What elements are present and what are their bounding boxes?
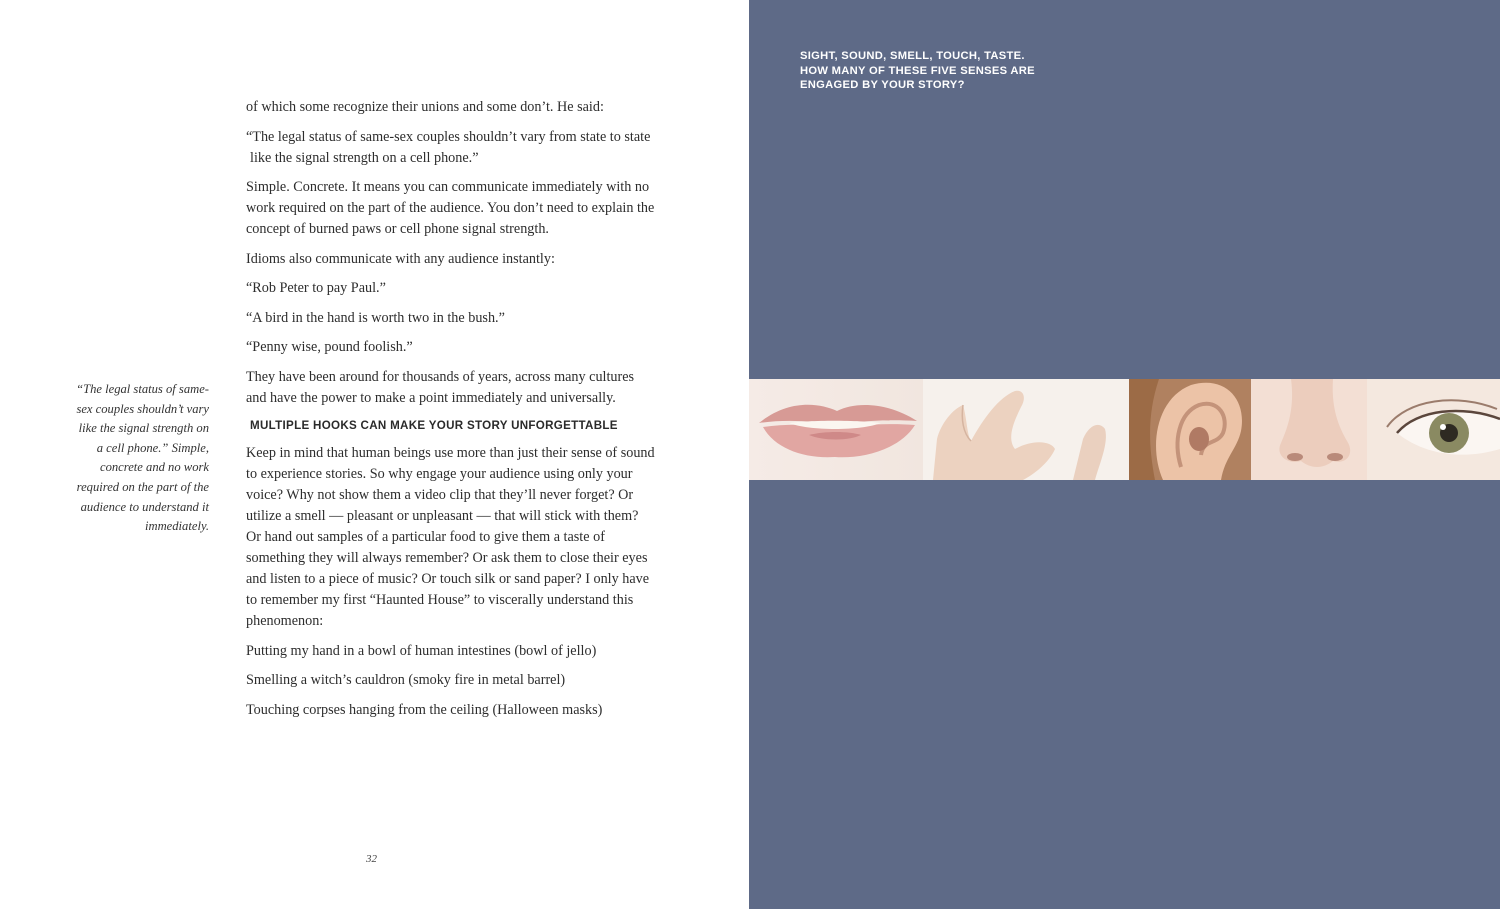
body-text bbox=[246, 97, 656, 729]
paragraph: They have been around for thousands of years, across many cultures and have the power to make a point immediately and universally. bbox=[246, 368, 635, 406]
list-item: Smelling a witch’s cauldron (smoky fire in metal barrel) bbox=[246, 672, 566, 688]
idiom-quote: “Rob Peter to pay Paul.” bbox=[246, 280, 386, 296]
senses-heading-line: SIGHT, SOUND, SMELL, TOUCH, TASTE. bbox=[800, 50, 1025, 62]
senses-heading-line: HOW MANY OF THESE FIVE SENSES ARE bbox=[800, 64, 1035, 77]
nose-icon bbox=[1251, 379, 1367, 480]
mouth-icon bbox=[749, 379, 923, 480]
senses-heading bbox=[800, 49, 1060, 93]
page-number: 32 bbox=[366, 853, 377, 865]
paragraph: Keep in mind that human beings use more than just their sense of sound to experience stories. So why engage your audience using only your voice? Why not show them a video clip that they’ll never forget? Or utilize a smell — pleasant or unpleasant — that will stick with them? Or hand out samples of a particular food to give them a taste of something they will always remember? Or ask them to close their eyes and listen to a piece of music? Or touch silk or sand paper? I only have to remember my first “Haunted House” to viscerally understand this phenomenon: bbox=[246, 445, 655, 629]
section-heading: MULTIPLE HOOKS CAN MAKE YOUR STORY UNFORGETTABLE bbox=[250, 419, 618, 432]
quote-paragraph: “The legal status of same-sex couples shouldn’t vary from state to state like the signal strength on a cell phone.” bbox=[246, 128, 651, 166]
paragraph: Idioms also communicate with any audience instantly: bbox=[246, 250, 555, 267]
paragraph: Simple. Concrete. It means you can communicate immediately with no work required on the part of the audience. You don’t need to explain the concept of burned paws or cell phone signal strength. bbox=[246, 179, 655, 237]
eye-icon bbox=[1367, 379, 1500, 480]
senses-photo-strip bbox=[749, 379, 1500, 480]
pull-quote: “The legal status of same-sex couples shouldn’t vary like the signal strength on a cell phone.” Simple, concrete and no work required on the part of the audience to understand it immediately. bbox=[76, 382, 209, 534]
ear-icon bbox=[1129, 379, 1251, 480]
senses-heading-line: ENGAGED BY YOUR STORY? bbox=[800, 79, 965, 91]
list-item: Putting my hand in a bowl of human intestines (bowl of jello) bbox=[246, 642, 597, 659]
list-item: Touching corpses hanging from the ceiling (Halloween masks) bbox=[246, 701, 603, 718]
left-page bbox=[0, 0, 749, 909]
idiom-quote: “A bird in the hand is worth two in the bush.” bbox=[246, 309, 505, 326]
hand-icon bbox=[923, 379, 1129, 480]
paragraph: of which some recognize their unions and some don’t. He said: bbox=[246, 99, 604, 115]
idiom-quote: “Penny wise, pound foolish.” bbox=[246, 339, 413, 355]
